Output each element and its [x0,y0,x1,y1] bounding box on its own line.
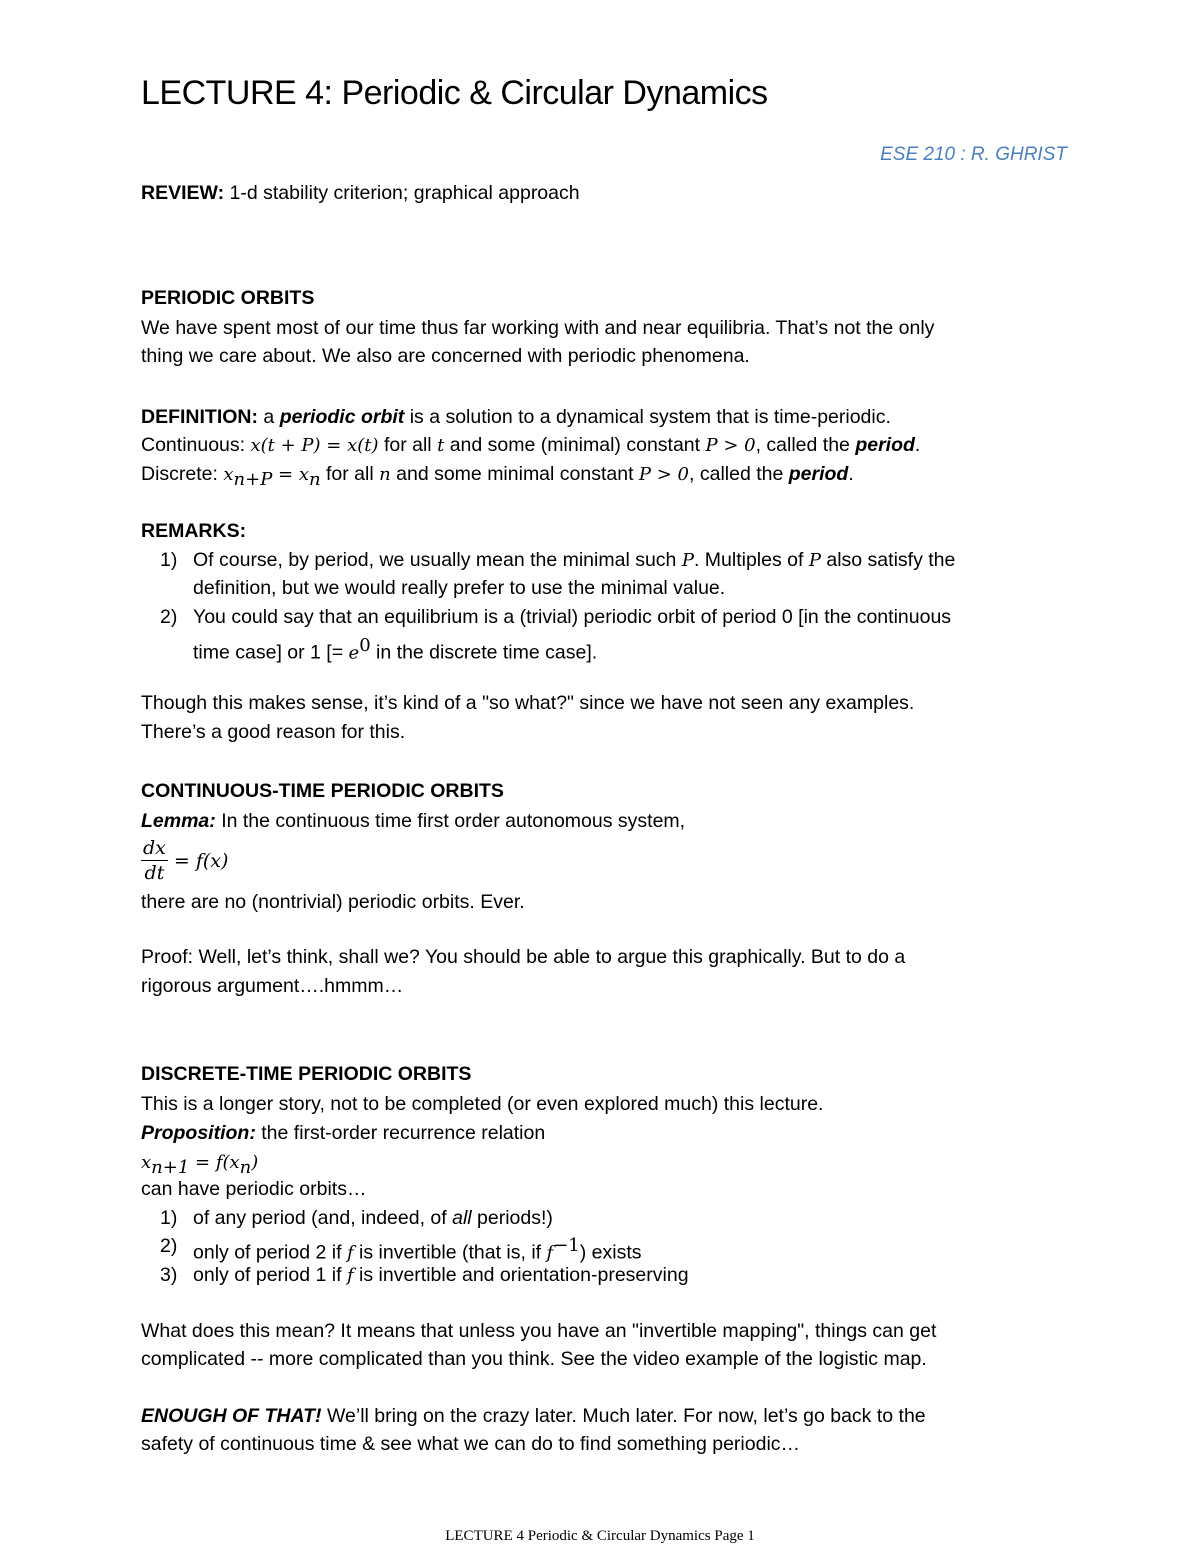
item-2-f: f [346,1242,354,1264]
enough-text: We’ll bring on the crazy later. Much later. For now, let’s go back to the [321,1405,926,1427]
item-1 [193,1205,553,1231]
proposition-line [141,1120,545,1146]
item-number-1: 1) [160,1207,178,1229]
course-author: ESE 210 : R. GHRIST [880,144,1067,165]
item-2-text-a: only of period 2 if [193,1241,347,1264]
remarks-heading-text: REMARKS: [141,520,247,542]
discrete-x: x [223,464,234,485]
discrete-heading [141,1061,471,1087]
lemma-text: In the continuous time first order autonomous system, [215,810,686,832]
discrete-text-1: for all [320,463,380,485]
item-number-3: 3) [160,1264,178,1286]
recurrence-sub-1: n+1 [151,1156,190,1178]
though-line-2: There’s a good reason for this. [141,721,406,743]
continuous-text-1: for all [378,434,438,456]
item-3-text-b: is invertible and orientation-preserving [353,1264,689,1286]
remark-number-1: 1) [160,549,178,571]
remark-1-text-b: . Multiples of [693,549,809,571]
item-2-text-b: is invertible (that is, if [353,1241,547,1264]
continuous-heading-text: CONTINUOUS-TIME PERIODIC ORBITS [141,780,504,802]
meaning-line-2: complicated -- more complicated than you think. See the video example of the logistic map. [141,1348,927,1370]
discrete-line-1: This is a longer story, not to be completed (or even explored much) this lecture. [141,1093,824,1115]
remark-2-text-b: time case] or 1 [= [193,641,349,664]
item-1-all: all [452,1207,472,1229]
remark-1-text-a: Of course, by period, we usually mean the minimal such [193,549,682,571]
review-text: 1-d stability criterion; graphical approach [224,182,580,204]
periodic-line-1: We have spent most of our time thus far working with and near equilibria. That’s not the only [141,317,935,339]
ode-equation [141,836,228,885]
definition-pre: a [258,406,280,428]
recurrence-x: x [141,1152,152,1173]
fraction-numerator: dx [143,837,166,859]
fraction-denominator: dt [144,862,165,884]
continuous-t: t [437,435,445,456]
page-footer: LECTURE 4 Periodic & Circular Dynamics Page 1 [445,1528,755,1544]
continuous-period-term: period [855,434,915,456]
discrete-text-2: and some minimal constant [390,463,639,485]
periodic-line-2: thing we care about. We also are concerned with periodic phenomena. [141,345,750,367]
continuous-definition [141,432,920,459]
recurrence-end: ) [251,1152,259,1173]
item-2-f2: f [546,1242,554,1264]
continuous-dot: . [914,434,921,456]
continuous-text-2: and some (minimal) constant [444,434,706,456]
review-label: REVIEW: [141,182,225,204]
enough-line-1 [141,1403,926,1429]
remark-1-P: P [681,550,694,571]
continuous-text-3: , called the [755,434,856,456]
remark-2-line-1: You could say that an equilibrium is a (trivial) periodic orbit of period 0 [in the continuous [193,606,952,628]
discrete-period-term: period [788,463,849,485]
discrete-dot: . [848,463,854,485]
item-2-text-c: ) exists [579,1241,642,1264]
review-line [141,180,580,206]
though-line-1: Though this makes sense, it’s kind of a "so what?" since we have not seen any examples. [141,692,915,714]
item-3-text-a: only of period 1 if [193,1264,347,1286]
remark-number-2: 2) [160,606,178,628]
can-have-line: can have periodic orbits… [141,1178,367,1200]
item-1-text-b: periods!) [471,1207,553,1229]
proposition-text: the first-order recurrence relation [255,1122,546,1144]
discrete-n: n [379,464,391,485]
proof-line-2: rigorous argument….hmmm… [141,975,404,997]
page-title: LECTURE 4: Periodic & Circular Dynamics [141,74,768,112]
continuous-inequality: P > 0 [705,435,756,456]
proof-line-1: Proof: Well, let’s think, shall we? You should be able to argue this graphically. But to do a [141,946,906,968]
remark-1-line-1 [193,547,955,574]
recurrence-mid: = f(x [189,1152,240,1173]
discrete-sub-2: n [309,468,321,490]
item-1-text-a: of any period (and, indeed, of [193,1207,453,1229]
meaning-line-1: What does this mean? It means that unless you have an "invertible mapping", things can get [141,1320,937,1342]
definition-line [141,404,891,430]
discrete-equals: = x [272,464,309,485]
item-number-2: 2) [160,1235,178,1257]
definition-label: DEFINITION: [141,406,258,428]
item-3-f: f [346,1265,354,1286]
discrete-sub-1: n+P [233,468,273,490]
equation-rhs: = f(x) [173,849,229,872]
remark-1-P2: P [808,550,821,571]
remark-2-e: e [348,642,360,664]
continuous-equation: x(t + P) = x(t) [250,435,379,456]
definition-term: periodic orbit [279,406,405,428]
discrete-definition [141,461,854,493]
definition-post: is a solution to a dynamical system that is time-periodic. [404,406,891,428]
discrete-label: Discrete: [141,463,224,485]
continuous-heading [141,778,504,804]
proposition-label: Proposition: [141,1122,256,1144]
fraction [141,836,168,885]
continuous-after: there are no (nontrivial) periodic orbits. Ever. [141,891,525,913]
enough-label: ENOUGH OF THAT! [141,1405,322,1427]
lemma-label: Lemma: [141,810,216,832]
recurrence-sub-2: n [239,1156,252,1178]
remark-2-text-c: in the discrete time case]. [370,641,598,664]
remark-2-exponent: 0 [359,635,371,656]
remark-2-line-2 [193,633,597,667]
discrete-text-3: , called the [689,463,789,485]
remark-1-text-c: also satisfy the [820,549,956,571]
lemma-line [141,808,685,834]
discrete-inequality: P > 0 [638,464,690,485]
item-2-exponent: −1 [553,1235,580,1256]
item-3 [193,1262,689,1289]
remarks-heading [141,518,246,544]
continuous-label: Continuous: [141,434,251,456]
periodic-heading-text: PERIODIC ORBITS [141,287,315,309]
enough-line-2: safety of continuous time & see what we can do to find something periodic… [141,1433,801,1455]
discrete-heading-text: DISCRETE-TIME PERIODIC ORBITS [141,1063,472,1085]
remark-1-line-2: definition, but we would really prefer to use the minimal value. [193,577,726,599]
periodic-heading [141,285,314,311]
